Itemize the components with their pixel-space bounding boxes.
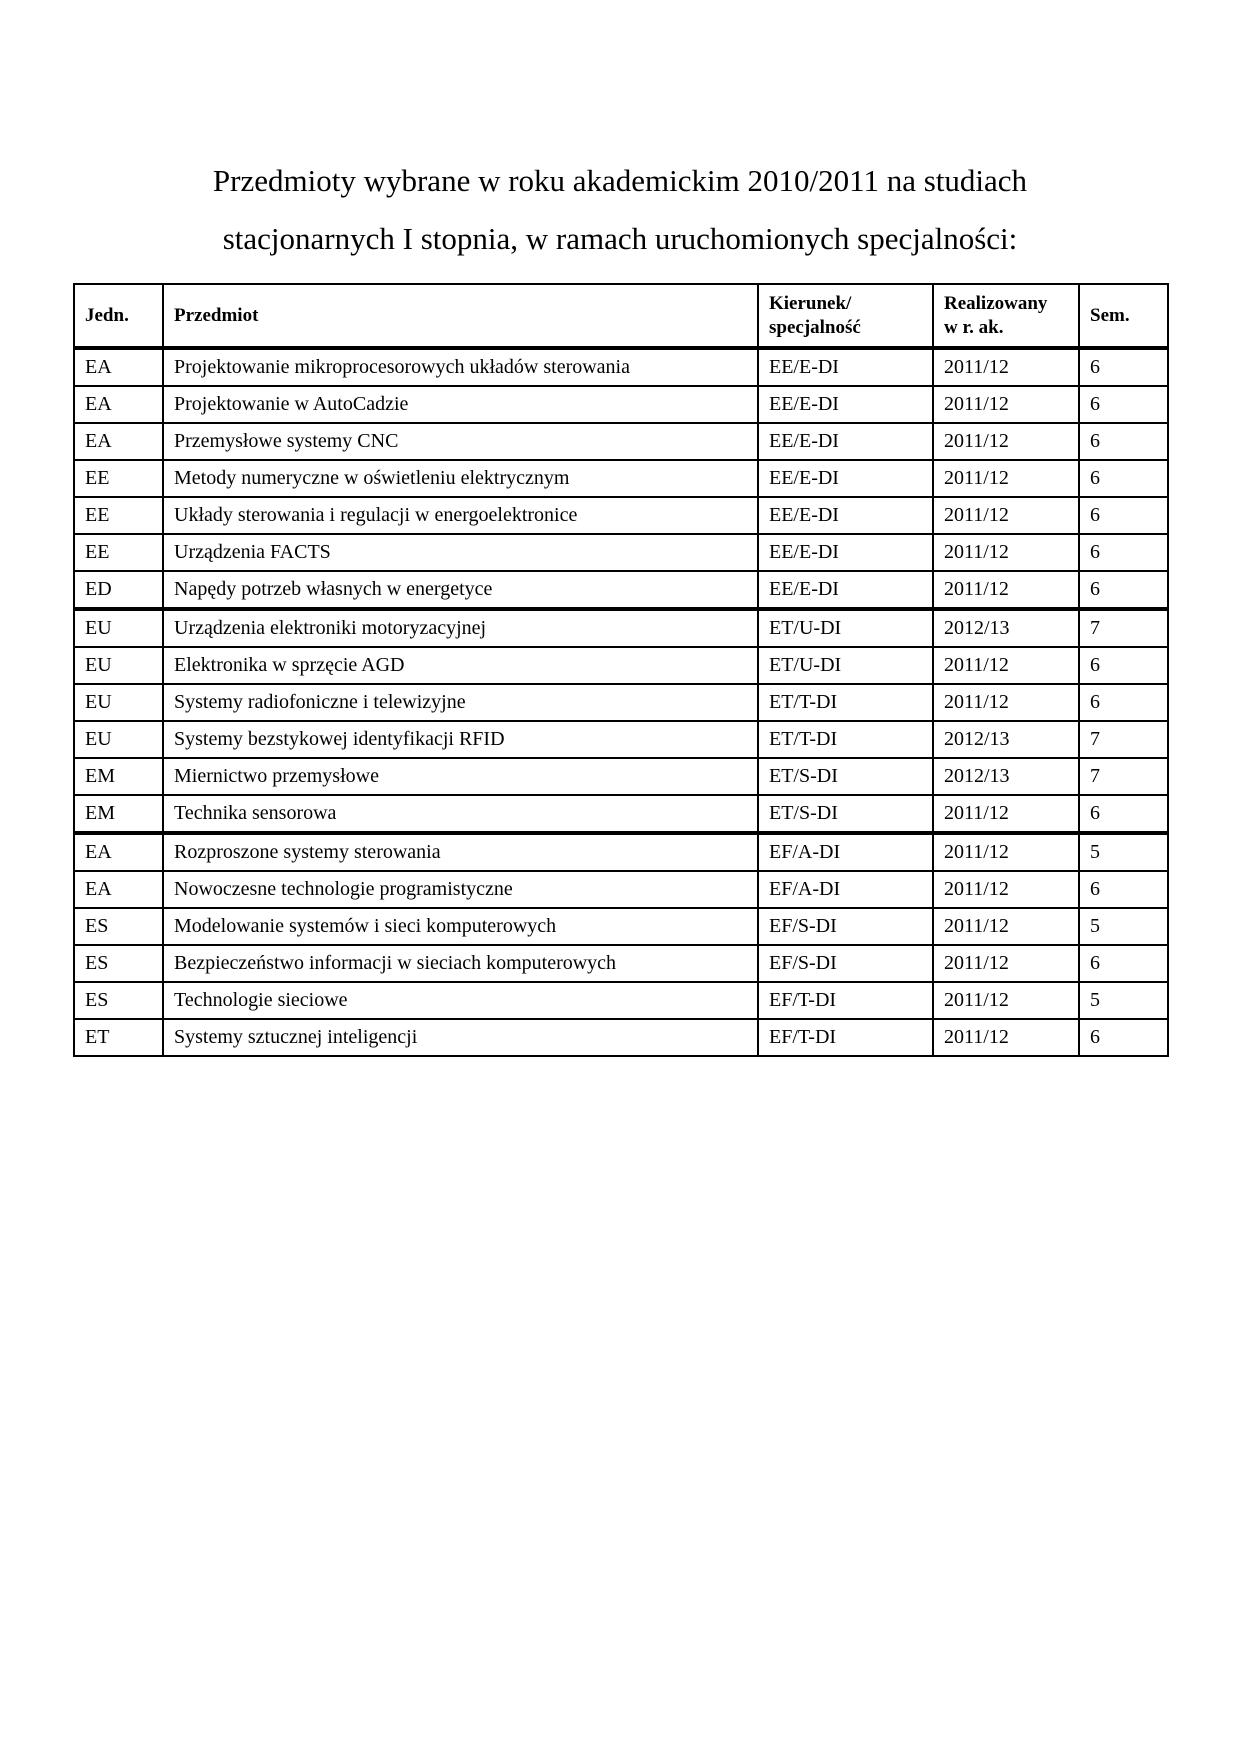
table-row [74,795,1168,833]
cell-kierunek: ET/U-DI [758,647,933,684]
cell-rok: 2012/13 [933,721,1079,758]
cell-sem: 5 [1079,833,1168,871]
cell-jedn: ED [74,571,163,609]
cell-przedmiot: Technika sensorowa [163,795,758,833]
cell-przedmiot: Urządzenia FACTS [163,534,758,571]
cell-jedn: EU [74,721,163,758]
cell-jedn: EA [74,386,163,423]
table-header-row [74,284,1168,348]
cell-jedn: EM [74,795,163,833]
cell-przedmiot: Przemysłowe systemy CNC [163,423,758,460]
cell-rok: 2011/12 [933,497,1079,534]
cell-jedn: EA [74,833,163,871]
cell-sem: 6 [1079,534,1168,571]
cell-jedn: EA [74,348,163,386]
cell-kierunek: EF/S-DI [758,908,933,945]
cell-rok: 2011/12 [933,460,1079,497]
cell-sem: 7 [1079,609,1168,647]
cell-sem: 6 [1079,571,1168,609]
cell-rok: 2012/13 [933,758,1079,795]
cell-przedmiot: Metody numeryczne w oświetleniu elektrycznym [163,460,758,497]
header-kierunek [758,284,933,348]
cell-jedn: ES [74,908,163,945]
cell-kierunek: EF/A-DI [758,833,933,871]
table-row [74,647,1168,684]
cell-rok: 2011/12 [933,1019,1079,1056]
cell-przedmiot: Technologie sieciowe [163,982,758,1019]
cell-jedn: EU [74,647,163,684]
title-line-2: stacjonarnych I stopnia, w ramach uruchomionych specjalności: [222,221,1018,256]
cell-rok: 2011/12 [933,534,1079,571]
cell-kierunek: ET/T-DI [758,721,933,758]
cell-jedn: EE [74,497,163,534]
cell-sem: 6 [1079,460,1168,497]
cell-rok: 2011/12 [933,647,1079,684]
cell-kierunek: ET/T-DI [758,684,933,721]
cell-przedmiot: Układy sterowania i regulacji w energoelektronice [163,497,758,534]
cell-sem: 6 [1079,1019,1168,1056]
cell-przedmiot: Systemy bezstykowej identyfikacji RFID [163,721,758,758]
cell-przedmiot: Systemy sztucznej inteligencji [163,1019,758,1056]
cell-sem: 6 [1079,945,1168,982]
cell-kierunek: ET/U-DI [758,609,933,647]
cell-sem: 6 [1079,386,1168,423]
table-row [74,758,1168,795]
document-title [0,152,1240,268]
cell-kierunek: EE/E-DI [758,497,933,534]
cell-kierunek: EF/S-DI [758,945,933,982]
cell-rok: 2011/12 [933,982,1079,1019]
cell-jedn: EM [74,758,163,795]
table-row [74,1019,1168,1056]
cell-sem: 6 [1079,423,1168,460]
cell-przedmiot: Bezpieczeństwo informacji w sieciach komputerowych [163,945,758,982]
cell-przedmiot: Projektowanie w AutoCadzie [163,386,758,423]
cell-sem: 6 [1079,684,1168,721]
table-row [74,908,1168,945]
cell-przedmiot: Modelowanie systemów i sieci komputerowych [163,908,758,945]
cell-rok: 2011/12 [933,348,1079,386]
cell-rok: 2011/12 [933,571,1079,609]
table-row [74,460,1168,497]
cell-sem: 6 [1079,795,1168,833]
cell-przedmiot: Nowoczesne technologie programistyczne [163,871,758,908]
cell-przedmiot: Systemy radiofoniczne i telewizyjne [163,684,758,721]
cell-jedn: EE [74,534,163,571]
cell-rok: 2011/12 [933,908,1079,945]
cell-rok: 2011/12 [933,423,1079,460]
table-row [74,423,1168,460]
cell-przedmiot: Elektronika w sprzęcie AGD [163,647,758,684]
cell-przedmiot: Napędy potrzeb własnych w energetyce [163,571,758,609]
table-row [74,982,1168,1019]
table-row [74,833,1168,871]
table-row [74,721,1168,758]
table-row [74,348,1168,386]
cell-przedmiot: Projektowanie mikroprocesorowych układów sterowania [163,348,758,386]
header-jedn: Jedn. [74,284,163,348]
cell-kierunek: ET/S-DI [758,758,933,795]
cell-kierunek: EE/E-DI [758,571,933,609]
header-realizowany-line2: w r. ak. [944,316,1004,338]
cell-sem: 6 [1079,647,1168,684]
cell-sem: 7 [1079,721,1168,758]
cell-rok: 2011/12 [933,833,1079,871]
cell-sem: 5 [1079,982,1168,1019]
cell-rok: 2011/12 [933,386,1079,423]
cell-sem: 6 [1079,871,1168,908]
cell-jedn: ES [74,945,163,982]
cell-kierunek: EF/T-DI [758,982,933,1019]
cell-kierunek: EE/E-DI [758,386,933,423]
cell-jedn: EE [74,460,163,497]
header-kierunek-line2: specjalność [769,316,861,338]
cell-kierunek: ET/S-DI [758,795,933,833]
table-row [74,945,1168,982]
cell-sem: 7 [1079,758,1168,795]
cell-sem: 6 [1079,348,1168,386]
cell-jedn: EA [74,871,163,908]
table-row [74,571,1168,609]
cell-przedmiot: Rozproszone systemy sterowania [163,833,758,871]
cell-sem: 6 [1079,497,1168,534]
cell-rok: 2011/12 [933,684,1079,721]
cell-kierunek: EE/E-DI [758,348,933,386]
cell-kierunek: EF/T-DI [758,1019,933,1056]
cell-jedn: ES [74,982,163,1019]
subjects-table [73,283,1169,1057]
header-przedmiot: Przedmiot [163,284,758,348]
cell-jedn: ET [74,1019,163,1056]
table-row [74,497,1168,534]
header-realizowany [933,284,1079,348]
cell-sem: 5 [1079,908,1168,945]
cell-kierunek: EE/E-DI [758,423,933,460]
header-kierunek-line1: Kierunek/ [769,292,852,314]
cell-jedn: EU [74,684,163,721]
header-realizowany-line1: Realizowany [944,292,1048,314]
table-row [74,871,1168,908]
cell-kierunek: EE/E-DI [758,460,933,497]
cell-rok: 2011/12 [933,871,1079,908]
table-row [74,609,1168,647]
cell-jedn: EA [74,423,163,460]
table-row [74,684,1168,721]
cell-kierunek: EE/E-DI [758,534,933,571]
cell-przedmiot: Miernictwo przemysłowe [163,758,758,795]
cell-przedmiot: Urządzenia elektroniki motoryzacyjnej [163,609,758,647]
cell-kierunek: EF/A-DI [758,871,933,908]
header-sem: Sem. [1079,284,1168,348]
cell-rok: 2011/12 [933,945,1079,982]
table-row [74,386,1168,423]
cell-rok: 2011/12 [933,795,1079,833]
table-row [74,534,1168,571]
cell-jedn: EU [74,609,163,647]
title-line-1: Przedmioty wybrane w roku akademickim 2010/2011 na studiach [212,163,1028,198]
cell-rok: 2012/13 [933,609,1079,647]
